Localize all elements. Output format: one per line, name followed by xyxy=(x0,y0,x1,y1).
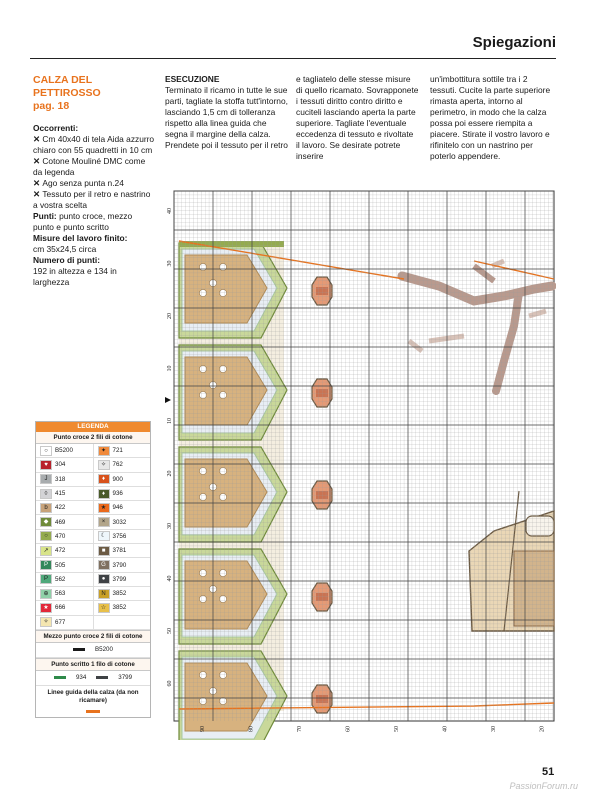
flower-motif xyxy=(219,391,226,398)
thread-swatch: ○ xyxy=(40,531,52,541)
legend-row xyxy=(36,530,150,544)
legend-cell xyxy=(94,544,151,557)
house-door xyxy=(514,551,554,626)
backstitch-code: 934 xyxy=(75,674,87,682)
chart-row-number: 30 xyxy=(167,523,173,529)
flower-motif xyxy=(219,493,226,500)
thread-swatch: ✧ xyxy=(98,460,110,470)
flower-motif xyxy=(199,263,206,270)
legend-cell xyxy=(94,587,151,600)
thread-code: 3852 xyxy=(112,604,127,612)
legend-cell xyxy=(94,601,151,614)
legend-section-cross: Punto croce 2 fili di cotone xyxy=(36,432,150,444)
flower-motif xyxy=(219,467,226,474)
thread-swatch: ○ xyxy=(40,446,52,456)
instructions-text-3: un'imbottitura sottile tra i 2 tessuti. Cucite la parte superiore rimasta aperta, intorno al perimetro, in modo che la calza possa poi essere riempita a piacere. Stirate il vostro lavoro e rifinitelo con un nastrino per poterlo appendere. xyxy=(430,74,551,161)
material-item: ✕ Cotone Mouliné DMC come da legenda xyxy=(33,156,146,177)
thread-swatch: ★ xyxy=(98,503,110,513)
chart-column-number: 40 xyxy=(442,726,449,732)
stitch-legend xyxy=(35,421,151,718)
chart-row-number: 10 xyxy=(167,418,173,424)
legend-rows xyxy=(36,444,150,630)
legend-section-half: Mezzo punto croce 2 fili di cotone xyxy=(36,630,150,643)
flower-motif xyxy=(219,263,226,270)
thread-code: 3032 xyxy=(112,518,127,526)
legend-cell xyxy=(36,530,94,543)
legend-cell xyxy=(36,501,94,514)
page-number: 51 xyxy=(542,766,555,778)
cross-icon: ✕ xyxy=(33,156,43,166)
legend-row xyxy=(36,515,150,529)
chart-row-number: 10 xyxy=(167,365,173,372)
thread-code: 469 xyxy=(55,518,66,526)
chart-row-number: 20 xyxy=(167,470,173,477)
thread-code: 563 xyxy=(55,590,66,598)
thread-swatch: ⊕ xyxy=(40,589,52,599)
flower-motif xyxy=(199,671,206,678)
backstitch-code: 3799 xyxy=(118,674,133,682)
legend-row xyxy=(36,558,150,572)
instructions-text-2: e tagliatelo delle stesse misure di quello ricamato. Sovrapponete i tessuti diritto contro diritto e cuciteli lasciando aperta la parte superiore. Tagliate l'eventuale eccedenza di tessuto e rivoltate il lavoro. Se desirate potrete inserire xyxy=(296,74,419,161)
thread-swatch: G xyxy=(98,560,110,570)
legend-cell xyxy=(94,530,151,543)
thread-code: 762 xyxy=(112,461,123,469)
legend-cell xyxy=(94,501,151,514)
legend-back-row xyxy=(36,671,150,686)
thread-code: 472 xyxy=(55,547,66,555)
numero-label: Numero di punti: xyxy=(33,255,100,265)
numero-text: 192 in altezza e 134 in larghezza xyxy=(33,266,117,287)
legend-cell xyxy=(94,444,151,457)
chart-column-number: 30 xyxy=(491,726,497,732)
misure-label: Misure del lavoro finito: xyxy=(33,233,128,243)
material-item: ✕ Cm 40x40 di tela Aida azzurro chiaro con 55 quadretti in 10 cm xyxy=(33,134,155,155)
thread-code: 422 xyxy=(55,504,66,512)
thread-swatch: ■ xyxy=(98,546,110,556)
thread-swatch: ☆ xyxy=(98,603,110,613)
center-marker-icon xyxy=(165,397,171,403)
legend-row xyxy=(36,601,150,615)
cross-stitch-chart xyxy=(164,186,556,740)
flower-motif xyxy=(199,467,206,474)
legend-row xyxy=(36,458,150,472)
legend-cell xyxy=(36,587,94,600)
chart-row-number: 40 xyxy=(167,575,173,582)
instructions-column-1 xyxy=(165,74,288,151)
material-item: ✕ Ago senza punta n.24 xyxy=(33,178,124,188)
legend-cell xyxy=(36,444,94,457)
instructions-text-1: Terminato il ricamo in tutte le sue parti, tagliate la stoffa tutt'intorno, lasciando 1,5 cm di tolleranza rispetto alla linea guida che segna il margine della calza. Prendete poi il tessuto per il retro xyxy=(165,85,288,150)
thread-code: 318 xyxy=(55,475,66,483)
legend-cell xyxy=(36,544,94,557)
backstitch-swatch-green xyxy=(54,676,66,679)
chart-row-number: 20 xyxy=(167,313,173,319)
thread-swatch: J xyxy=(40,474,52,484)
flower-motif xyxy=(219,697,226,704)
half-stitch-code: B5200 xyxy=(95,646,113,654)
chart-column-number: 20 xyxy=(539,726,546,732)
cross-icon: ✕ xyxy=(33,189,43,199)
thread-code: 3756 xyxy=(112,532,127,540)
legend-cell xyxy=(94,473,151,486)
legend-cell xyxy=(94,616,151,629)
flower-motif xyxy=(219,671,226,678)
legend-row xyxy=(36,587,150,601)
flower-motif xyxy=(199,493,206,500)
thread-code: 304 xyxy=(55,461,66,469)
chart-row-number: 30 xyxy=(167,260,173,267)
legend-cell xyxy=(94,558,151,571)
legend-cell xyxy=(94,458,151,471)
material-item: ✕ Tessuto per il retro e nastrino a vostra scelta xyxy=(33,189,151,210)
thread-swatch: ◊ xyxy=(40,489,52,499)
legend-cell xyxy=(36,487,94,500)
thread-swatch: N xyxy=(98,589,110,599)
flower-motif xyxy=(219,569,226,576)
legend-title: LEGENDA xyxy=(36,422,150,432)
legend-cell xyxy=(94,515,151,528)
chart-row-number: 50 xyxy=(167,628,173,634)
backstitch-swatch-dark xyxy=(96,676,108,679)
occorrenti-label: Occorrenti: xyxy=(33,123,79,133)
thread-code: 3781 xyxy=(112,547,127,555)
flower-motif xyxy=(199,391,206,398)
thread-swatch: b xyxy=(40,503,52,513)
cross-icon: ✕ xyxy=(33,178,43,188)
legend-row xyxy=(36,473,150,487)
thread-swatch: ♦ xyxy=(98,489,110,499)
thread-code: 3799 xyxy=(112,575,127,583)
legend-cell xyxy=(36,573,94,586)
legend-cell xyxy=(36,473,94,486)
flower-motif xyxy=(219,289,226,296)
thread-code: 3852 xyxy=(112,590,127,598)
project-page-ref: pag. 18 xyxy=(33,100,70,112)
thread-code: 562 xyxy=(55,575,66,583)
chart-svg xyxy=(164,186,556,740)
thread-swatch: ✦ xyxy=(98,446,110,456)
chart-row-number: 40 xyxy=(167,208,173,214)
legend-cell xyxy=(36,458,94,471)
legend-section-back: Punto scritto 1 filo di cotone xyxy=(36,658,150,671)
thread-swatch: ◆ xyxy=(40,517,52,527)
legend-cell xyxy=(94,573,151,586)
materials-column xyxy=(33,74,155,288)
thread-swatch: P xyxy=(40,574,52,584)
legend-row xyxy=(36,444,150,458)
esecuzione-heading: ESECUZIONE xyxy=(165,74,220,84)
chart-column-number: 80 xyxy=(248,726,255,732)
thread-code: 470 xyxy=(55,532,66,540)
legend-row xyxy=(36,501,150,515)
thread-code: 505 xyxy=(55,561,66,569)
legend-row xyxy=(36,573,150,587)
project-title: CALZA DEL PETTIROSSO xyxy=(33,74,101,99)
legend-row xyxy=(36,544,150,558)
legend-cell xyxy=(36,601,94,614)
legend-guides-label: Linee guida della calza (da non ricamare) xyxy=(47,688,139,704)
thread-swatch: ● xyxy=(98,574,110,584)
thread-code: 666 xyxy=(55,604,66,612)
legend-cell xyxy=(36,515,94,528)
flower-motif xyxy=(199,697,206,704)
house-window xyxy=(526,516,554,536)
chart-column-number: 60 xyxy=(345,726,352,732)
legend-half-row xyxy=(36,643,150,658)
misure-text: cm 35x24,5 circa xyxy=(33,244,97,254)
flower-motif xyxy=(199,569,206,576)
thread-code: 721 xyxy=(112,447,123,455)
legend-cell xyxy=(94,487,151,500)
thread-swatch: ✧ xyxy=(40,617,52,627)
thread-swatch: ♦ xyxy=(98,474,110,484)
thread-code: 936 xyxy=(112,490,123,498)
thread-swatch: P xyxy=(40,560,52,570)
instructions-column-3 xyxy=(430,74,554,162)
guide-line-swatch xyxy=(86,710,100,713)
chart-column-number: 50 xyxy=(394,726,400,732)
legend-row xyxy=(36,487,150,501)
watermark: PassionForum.ru xyxy=(509,781,578,791)
thread-swatch: ♥ xyxy=(40,460,52,470)
page-section-title: Spiegazioni xyxy=(472,34,556,51)
header-divider xyxy=(30,58,556,59)
thread-code: B5200 xyxy=(55,447,73,455)
legend-cell xyxy=(36,616,94,629)
chart-row-number: 60 xyxy=(167,680,173,687)
half-stitch-swatch xyxy=(73,648,85,651)
thread-code: 946 xyxy=(112,504,123,512)
instructions-column-2 xyxy=(296,74,419,162)
legend-row xyxy=(36,616,150,630)
flower-motif xyxy=(199,289,206,296)
thread-code: 415 xyxy=(55,490,66,498)
thread-swatch: ☾ xyxy=(98,531,110,541)
thread-code: 900 xyxy=(112,475,123,483)
chart-column-number: 90 xyxy=(200,726,206,732)
cross-icon: ✕ xyxy=(33,134,43,144)
chart-column-number: 70 xyxy=(297,726,303,732)
punti-line: Punti: punto croce, mezzo punto e punto scritto xyxy=(33,211,133,232)
thread-swatch: ↗ xyxy=(40,546,52,556)
thread-code: 3790 xyxy=(112,561,127,569)
thread-swatch: × xyxy=(98,517,110,527)
thread-code: 677 xyxy=(55,618,66,626)
thread-swatch: ★ xyxy=(40,603,52,613)
legend-cell xyxy=(36,558,94,571)
